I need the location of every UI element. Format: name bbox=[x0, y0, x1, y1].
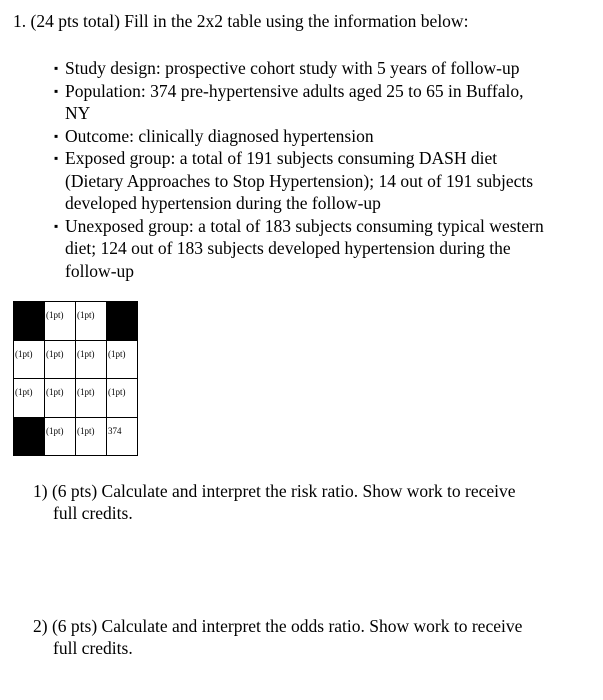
bullet-text: Population: 374 pre-hypertensive adults aged 25 to 65 in Buffalo, bbox=[65, 80, 524, 101]
table-cell-r4c3[interactable]: (1pt) bbox=[76, 417, 107, 456]
sub-question-text: 1) (6 pts) Calculate and interpret the risk ratio. Show work to receive bbox=[33, 481, 516, 501]
table-cell-total: 374 bbox=[107, 417, 138, 456]
table-cell-r3c2[interactable]: (1pt) bbox=[45, 379, 76, 418]
table-cell-r1c2[interactable]: (1pt) bbox=[45, 302, 76, 341]
bullet-outcome bbox=[54, 125, 599, 148]
bullet-text: Study design: prospective cohort study with 5 years of follow-up bbox=[65, 58, 520, 78]
table-cell-r1c3[interactable]: (1pt) bbox=[76, 302, 107, 341]
table-cell-r2c4[interactable]: (1pt) bbox=[107, 340, 138, 379]
table-cell-r4c2[interactable]: (1pt) bbox=[45, 417, 76, 456]
table-row bbox=[14, 302, 138, 341]
bullet-exposed-group bbox=[54, 147, 599, 215]
bullet-unexposed-group bbox=[54, 215, 599, 283]
table-row bbox=[14, 340, 138, 379]
two-by-two-table bbox=[13, 301, 138, 456]
square-bullet-icon: ▪ bbox=[54, 218, 59, 233]
sub-question-text-cont: full credits. bbox=[53, 503, 133, 523]
bullet-text: Exposed group: a total of 191 subjects consuming DASH diet bbox=[65, 148, 498, 168]
square-bullet-icon: ▪ bbox=[54, 83, 59, 98]
table-cell-r2c3[interactable]: (1pt) bbox=[76, 340, 107, 379]
question-title: 1. (24 pts total) Fill in the 2x2 table using the information below: bbox=[13, 11, 469, 31]
table-cell-r2c1[interactable]: (1pt) bbox=[14, 340, 45, 379]
bullet-text-cont: NY bbox=[65, 103, 91, 123]
square-bullet-icon: ▪ bbox=[54, 128, 59, 143]
square-bullet-icon: ▪ bbox=[54, 151, 59, 165]
table-cell-r3c1[interactable]: (1pt) bbox=[14, 379, 45, 418]
bullet-text-cont: (Dietary Approaches to Stop Hypertension); 14 out of 191 subjects bbox=[65, 170, 534, 191]
table-cell-r1c1 bbox=[14, 302, 45, 341]
table-row bbox=[14, 417, 138, 456]
table-cell-r3c3[interactable]: (1pt) bbox=[76, 379, 107, 418]
bullet-text-cont: developed hypertension during the follow-up bbox=[65, 193, 381, 213]
sub-question-risk-ratio bbox=[33, 480, 593, 524]
bullet-text: Outcome: clinically diagnosed hypertension bbox=[65, 125, 374, 146]
table-cell-r1c4 bbox=[107, 302, 138, 341]
table-cell-r4c1 bbox=[14, 417, 45, 456]
info-bullet-list bbox=[54, 57, 599, 282]
bullet-study-design bbox=[54, 57, 599, 80]
table-cell-r2c2[interactable]: (1pt) bbox=[45, 340, 76, 379]
sub-question-text-cont: full credits. bbox=[53, 638, 133, 658]
table-row bbox=[14, 379, 138, 418]
bullet-text: Unexposed group: a total of 183 subjects consuming typical western bbox=[65, 215, 544, 236]
bullet-text-cont: follow-up bbox=[65, 260, 135, 281]
bullet-population bbox=[54, 80, 599, 125]
bullet-text-cont: diet; 124 out of 183 subjects developed hypertension during the bbox=[65, 238, 511, 258]
table-cell-r3c4[interactable]: (1pt) bbox=[107, 379, 138, 418]
sub-question-text: 2) (6 pts) Calculate and interpret the odds ratio. Show work to receive bbox=[33, 616, 523, 636]
sub-question-odds-ratio bbox=[33, 615, 593, 659]
square-bullet-icon: ▪ bbox=[54, 61, 59, 75]
